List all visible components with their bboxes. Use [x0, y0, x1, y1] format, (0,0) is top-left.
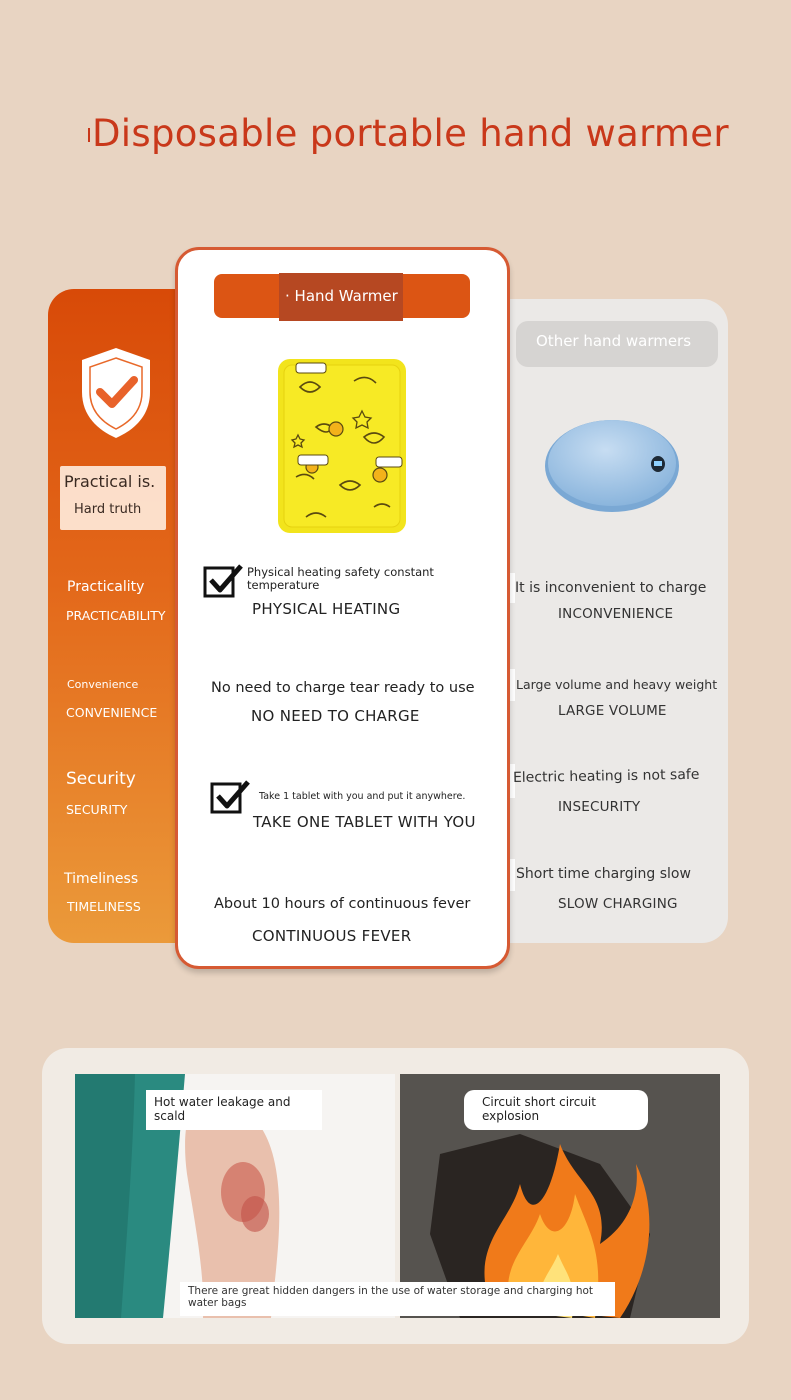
yellow-hand-warmer-pack — [276, 357, 408, 535]
left-item-caps: PRACTICABILITY — [66, 608, 166, 623]
right-item-caps: SLOW CHARGING — [558, 896, 678, 912]
blue-electric-hand-warmer — [542, 416, 682, 514]
center-item-caps: NO NEED TO CHARGE — [251, 707, 420, 725]
checkbox-checked-icon — [210, 778, 252, 818]
left-item-caps: CONVENIENCE — [66, 705, 158, 720]
center-item-desc: No need to charge tear ready to use — [211, 680, 475, 696]
title-accent-bar — [88, 128, 90, 142]
left-item-label: Timeliness — [64, 871, 139, 887]
hazards-footnote: There are great hidden dangers in the use of water storage and charging hot water bags — [180, 1282, 615, 1316]
center-item-caps: CONTINUOUS FEVER — [252, 927, 412, 945]
left-item-caps: SECURITY — [66, 802, 128, 817]
right-item-desc: It is inconvenient to charge — [515, 580, 707, 596]
right-item-desc: Short time charging slow — [516, 866, 691, 882]
center-item-desc: About 10 hours of continuous fever — [214, 896, 471, 912]
left-item-label: Practicality — [67, 579, 145, 595]
hand-warmer-label: · Hand Warmer — [279, 273, 403, 321]
center-item-desc: Physical heating safety constant temperature — [247, 565, 434, 592]
right-item-desc: Electric heating is not safe — [512, 766, 700, 786]
page-title: Disposable portable hand warmer — [92, 112, 729, 155]
right-item-caps: INSECURITY — [558, 799, 641, 815]
photo2-caption: Circuit short circuit explosion — [464, 1090, 648, 1130]
right-item-desc: Large volume and heavy weight — [516, 677, 718, 692]
right-item-caps: INCONVENIENCE — [558, 606, 674, 622]
photo1-caption: Hot water leakage and scald — [146, 1090, 322, 1130]
center-item-caps: TAKE ONE TABLET WITH YOU — [253, 813, 476, 831]
practical-title: Practical is. — [64, 472, 156, 491]
practical-subtitle: Hard truth — [74, 502, 142, 517]
center-item-desc: Take 1 tablet with you and put it anywhere. — [259, 791, 466, 802]
center-item-caps: PHYSICAL HEATING — [252, 600, 401, 618]
left-item-label: Security — [66, 769, 136, 789]
other-hand-warmers-label: Other hand warmers — [516, 321, 718, 367]
left-item-caps: TIMELINESS — [67, 899, 141, 914]
left-item-label: Convenience — [67, 678, 139, 691]
practical-box — [60, 466, 166, 530]
checkbox-checked-icon — [203, 562, 245, 602]
shield-check-icon — [78, 346, 154, 440]
right-item-caps: LARGE VOLUME — [558, 703, 667, 719]
